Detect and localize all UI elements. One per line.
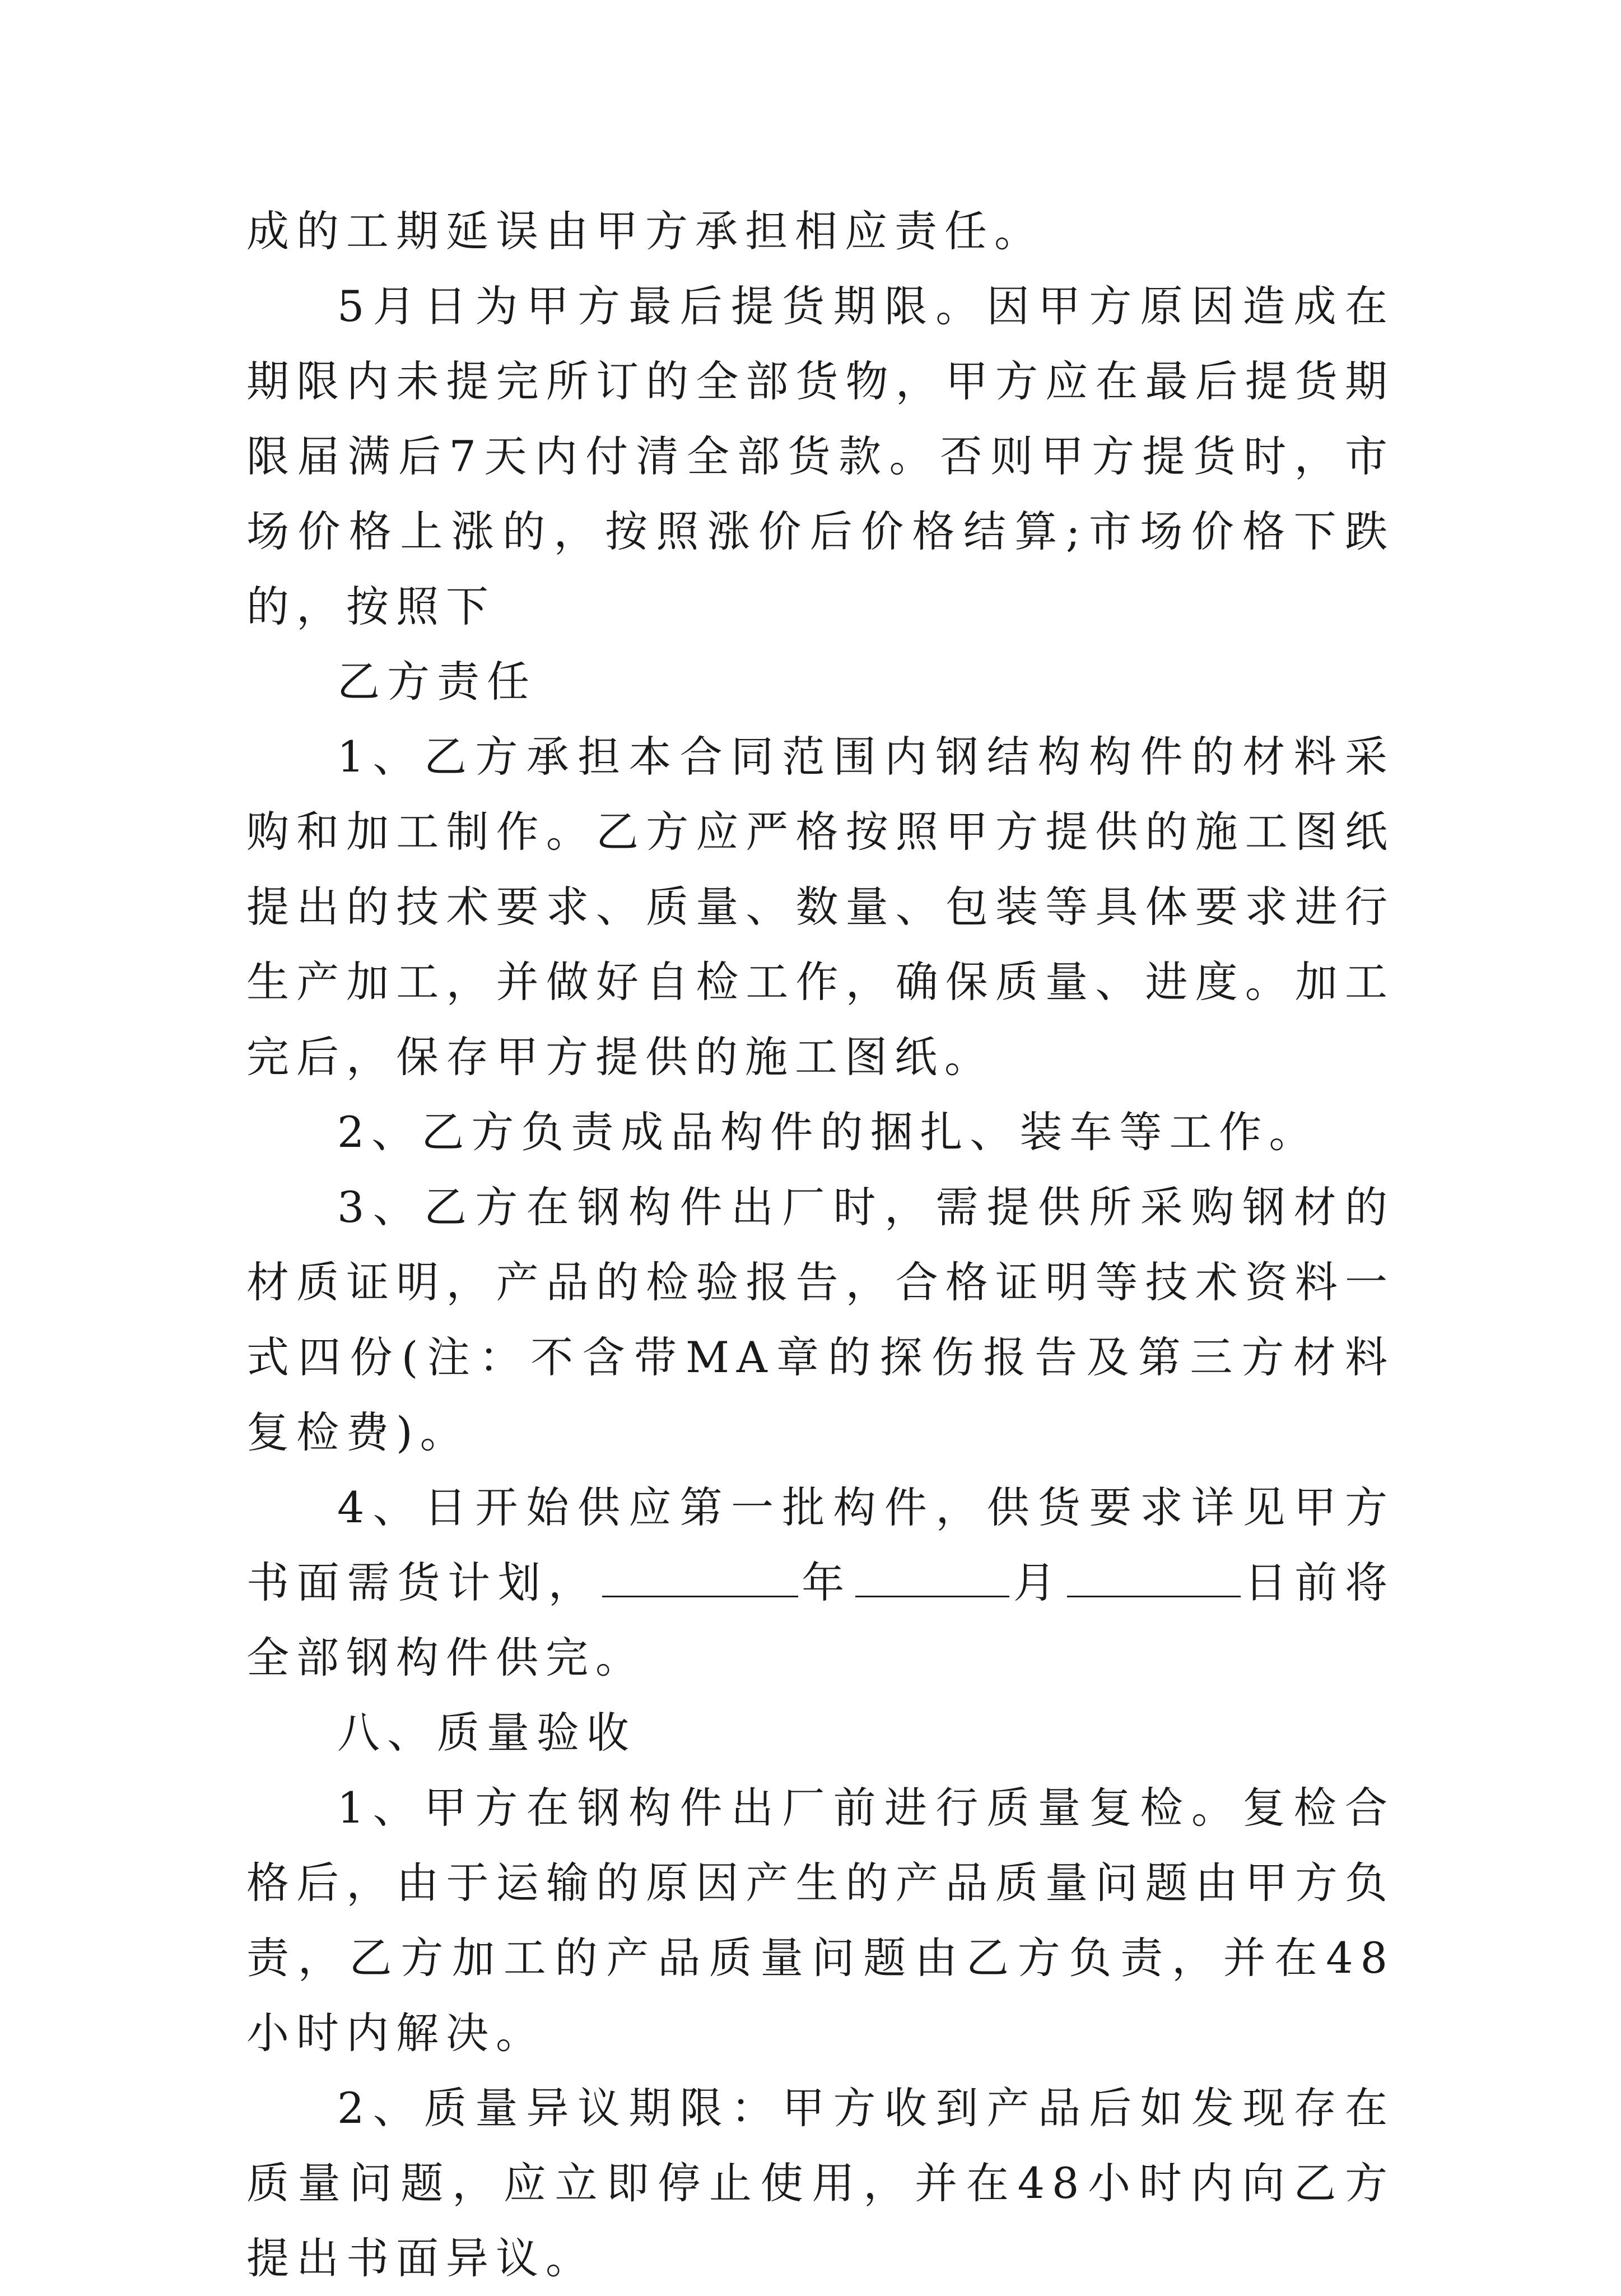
paragraph-1: 成的工期延误由甲方承担相应责任。 [246,206,1044,256]
paragraph-4: 1、乙方承担本合同范围内钢结构构件的材料采购和加工制作。乙方应严格按照甲方提供的施工图纸提出的技术要求、质量、数量、包装等具体要求进行生产加工，并做好自检工作，确保质量、进度。加工完后，保存甲方提供的施工图纸。 [246,732,1395,1082]
paragraph-7-after: 日前将全部钢构件供完。 [246,1558,1395,1683]
paragraph-9: 1、甲方在钢构件出厂前进行质量复检。复检合格后，由于运输的原因产生的产品质量问题由甲方负责，乙方加工的产品质量问题由乙方负责，并在48小时内解决。 [246,1783,1395,2058]
section-heading-party-b-duties: 乙方责任 [337,657,537,707]
document-body [246,194,1395,2296]
blank-year-field [602,1556,798,1597]
paragraph-7-before: 4、日开始供应第一批构件，供货要求详见甲方书面需货计划， [246,1482,1395,1607]
year-label: 年 [801,1558,853,1607]
blank-day-field [1067,1556,1241,1597]
month-label: 月 [1013,1558,1064,1607]
paragraph-6: 3、乙方在钢构件出厂时，需提供所采购钢材的材质证明，产品的检验报告，合格证明等技术资料一式四份(注：不含带MA章的探伤报告及第三方材料复检费)。 [246,1182,1395,1457]
paragraph-5: 2、乙方负责成品构件的捆扎、装车等工作。 [337,1107,1319,1157]
paragraph-2: 5月日为甲方最后提货期限。因甲方原因造成在期限内未提完所订的全部货物，甲方应在最后提货期限届满后7天内付清全部货款。否则甲方提货时，市场价格上涨的，按照涨价后价格结算;市场价格下跌的，按照下 [246,281,1395,631]
section-heading-quality-acceptance: 八、质量验收 [337,1708,636,1758]
blank-month-field [855,1556,1009,1597]
paragraph-10: 2、质量异议期限：甲方收到产品后如发现存在质量问题，应立即停止使用，并在48小时内向乙方提出书面异议。 [246,2083,1395,2283]
paragraph-7 [246,1470,1395,1695]
